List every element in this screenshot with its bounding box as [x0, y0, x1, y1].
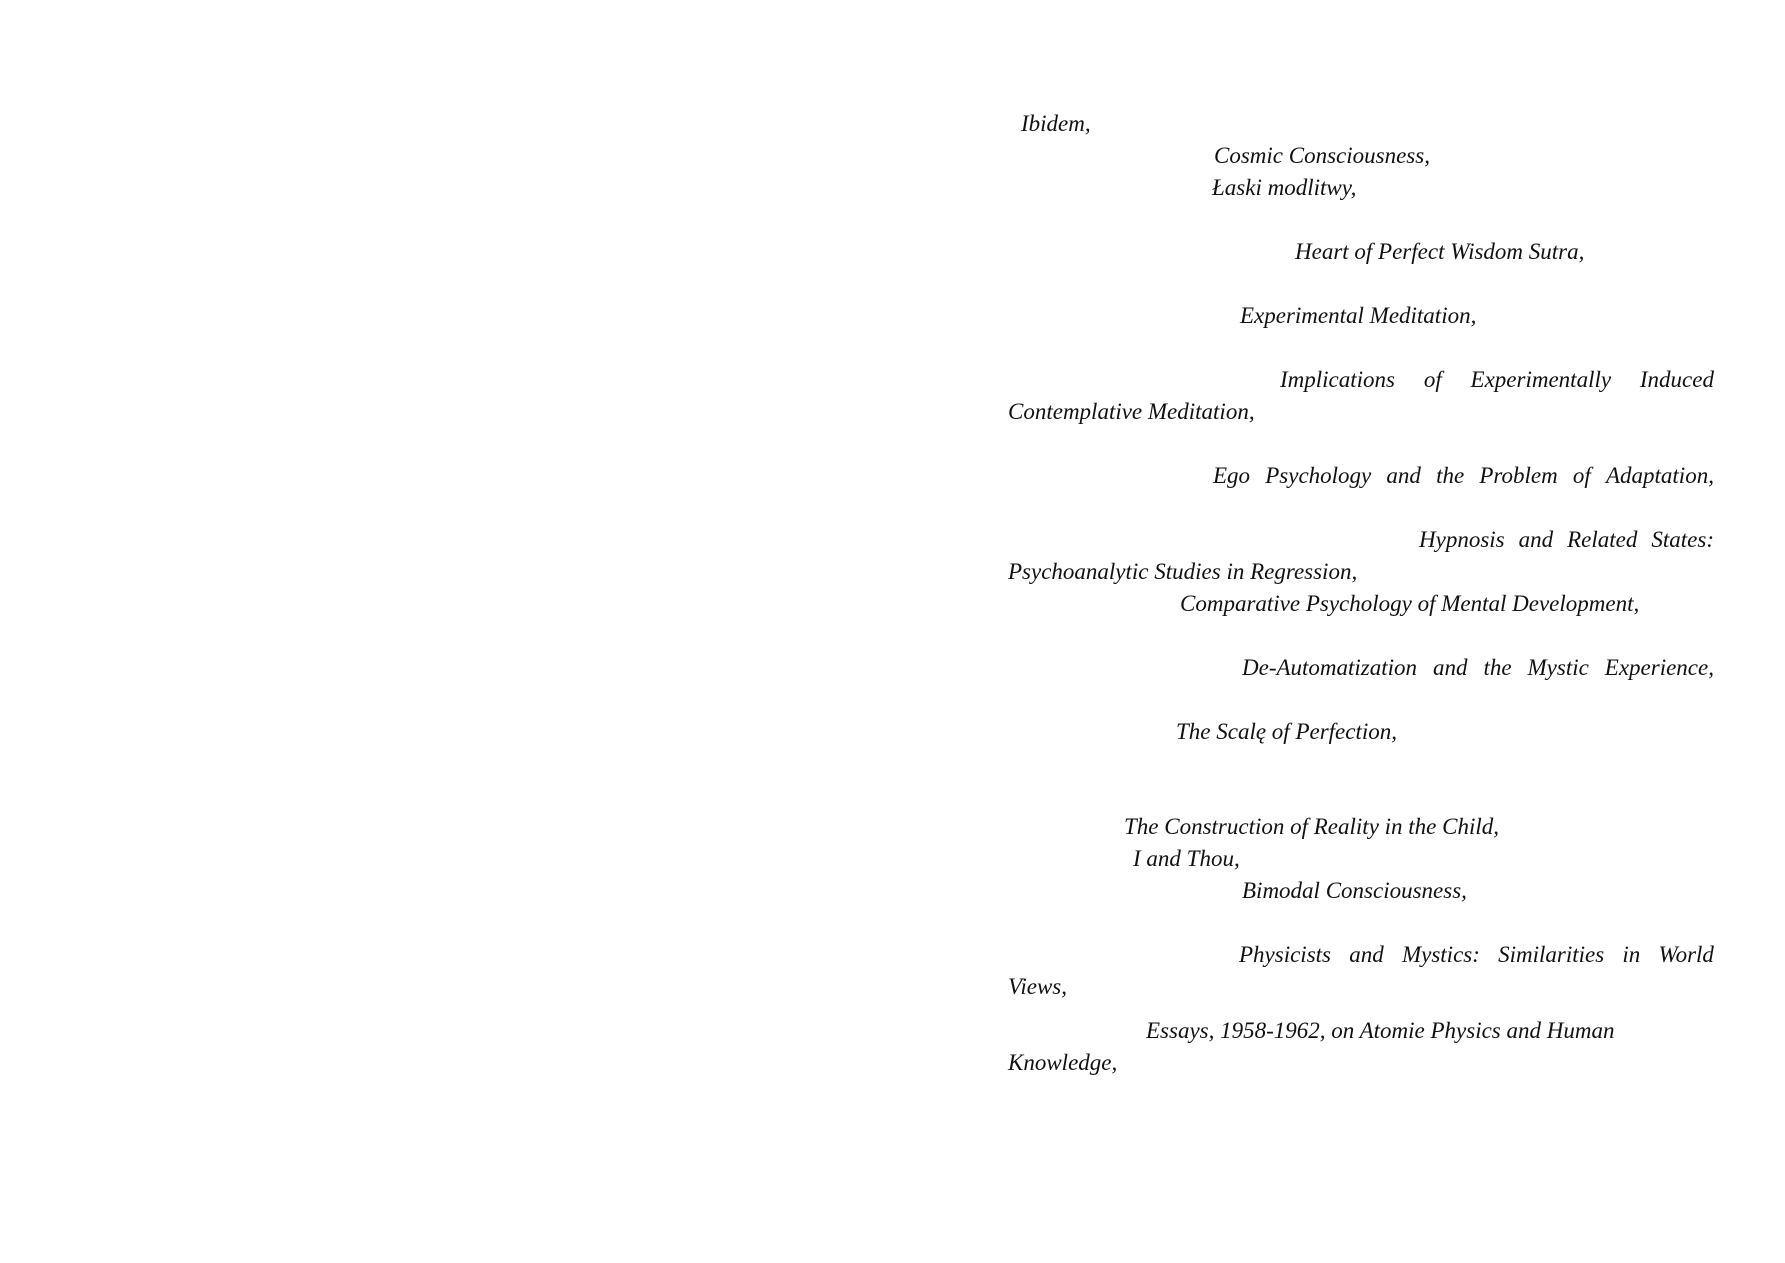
word: Physicists — [1239, 942, 1331, 967]
citation-construction-of-reality: The Construction of Reality in the Child, — [1124, 814, 1500, 839]
word: and — [1386, 463, 1421, 488]
word: the — [1436, 463, 1465, 488]
citation-psychoanalytic-studies: Psychoanalytic Studies in Regression, — [1008, 559, 1358, 584]
word: Experience, — [1604, 655, 1714, 680]
word: Experimentally — [1470, 367, 1612, 392]
word: Psychology — [1265, 463, 1372, 488]
citation-bimodal-consciousness: Bimodal Consciousness, — [1242, 878, 1467, 903]
citation-ibidem: Ibidem, — [1021, 111, 1091, 136]
word: Ego — [1213, 463, 1251, 488]
word: of — [1572, 463, 1591, 488]
citation-cosmic-consciousness: Cosmic Consciousness, — [1214, 143, 1430, 168]
citation-physicists-line — [1239, 939, 1714, 971]
citation-implications-line — [1280, 364, 1714, 396]
word: Implications — [1280, 367, 1395, 392]
word: De-Automatization — [1242, 655, 1418, 680]
citation-ego-psychology-line — [1213, 460, 1714, 492]
word: and — [1433, 655, 1468, 680]
citation-heart-sutra: Heart of Perfect Wisdom Sutra, — [1295, 239, 1585, 264]
citation-scale-of-perfection: The Scalę of Perfection, — [1176, 719, 1397, 744]
word: in — [1622, 942, 1641, 967]
word: Mystics: — [1401, 942, 1480, 967]
citation-knowledge: Knowledge, — [1008, 1050, 1118, 1075]
word: Mystic — [1527, 655, 1589, 680]
word: Related — [1567, 527, 1638, 552]
citation-views: Views, — [1008, 974, 1067, 999]
word: Problem — [1479, 463, 1558, 488]
word: the — [1483, 655, 1512, 680]
citation-laski-modlitwy: Łaski modlitwy, — [1212, 175, 1357, 200]
word: Adaptation, — [1605, 463, 1714, 488]
word: and — [1349, 942, 1384, 967]
word: Induced — [1639, 367, 1714, 392]
word: and — [1518, 527, 1554, 552]
citation-comparative-psychology: Comparative Psychology of Mental Development, — [1180, 591, 1640, 616]
citation-hypnosis-line — [1419, 524, 1714, 556]
word: Similarities — [1498, 942, 1605, 967]
word: States: — [1651, 527, 1714, 552]
word: Hypnosis — [1419, 527, 1505, 552]
citation-contemplative-meditation: Contemplative Meditation, — [1008, 399, 1255, 424]
citation-essays: Essays, 1958-1962, on Atomie Physics and Human — [1146, 1018, 1615, 1043]
word: World — [1658, 942, 1714, 967]
citation-experimental-meditation: Experimental Meditation, — [1240, 303, 1477, 328]
citation-deautomatization-line — [1242, 652, 1714, 684]
citation-i-and-thou: I and Thou, — [1133, 846, 1240, 871]
word: of — [1423, 367, 1442, 392]
